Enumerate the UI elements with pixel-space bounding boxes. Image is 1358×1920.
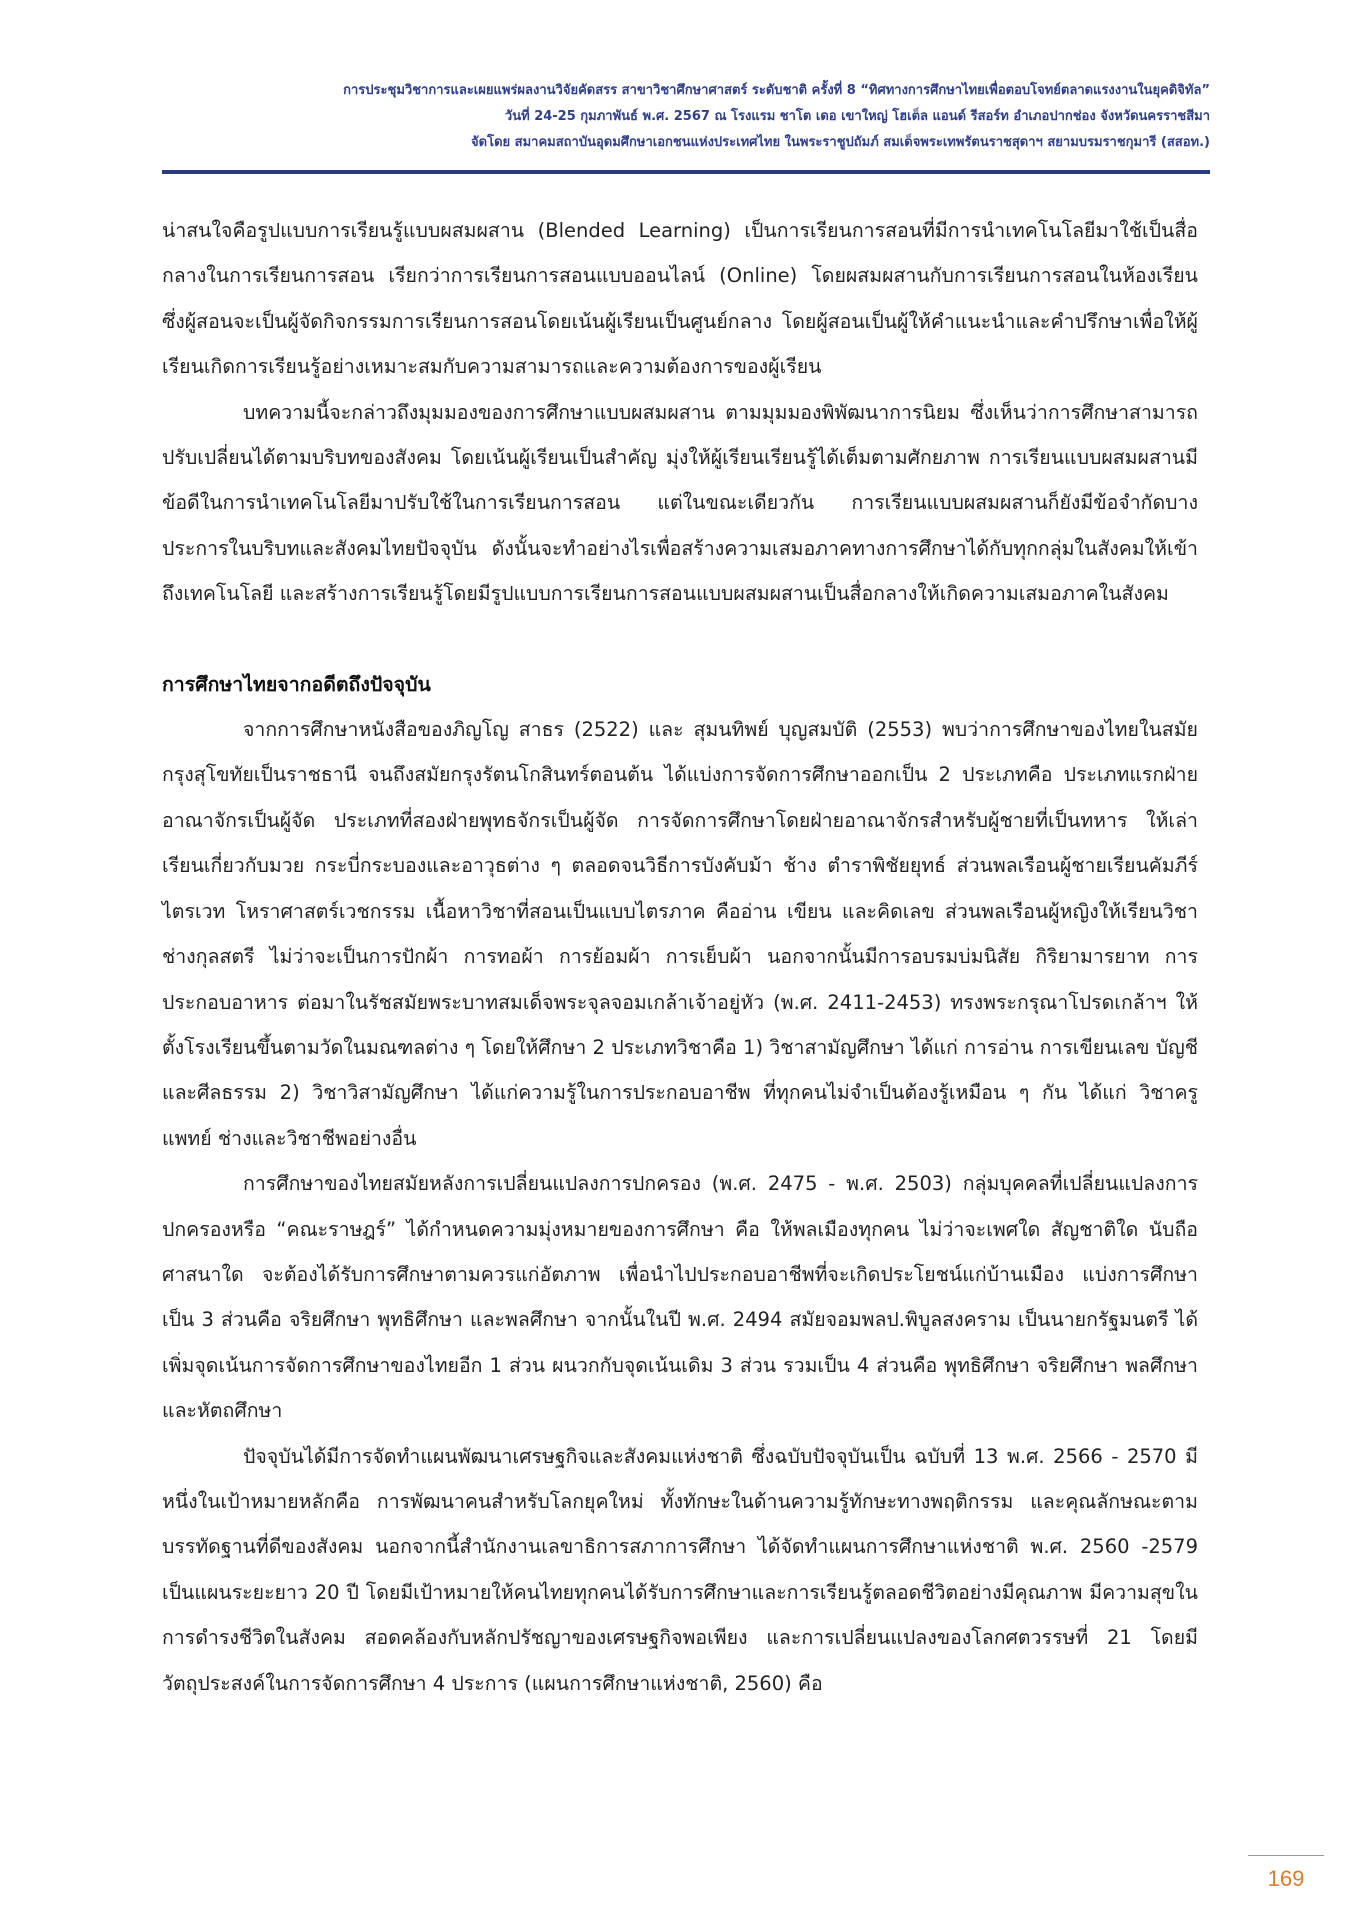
article-body — [162, 208, 1198, 1706]
body-paragraph: บทความนี้จะกล่าวถึงมุมมองของการศึกษาแบบผสมผสาน ตามมุมมองพิพัฒนาการนิยม ซึ่งเห็นว่าการศึกษาสามารถปรับเปลี่ยนได้ตามบริบทของสังคม โดยเน้นผู้เรียนเป็นสำคัญ มุ่งให้ผู้เรียนเรียนรู้ได้เต็มตามศักยภาพ การเรียนแบบผสมผสานมีข้อดีในการนำเทคโนโลยีมาปรับใช้ในการเรียนการสอน แต่ในขณะเดียวกัน การเรียนแบบผสมผสานก็ยังมีข้อจำกัดบางประการในบริบทและสังคมไทยปัจจุบัน ดังนั้นจะทำอย่างไรเพื่อสร้างความเสมอภาคทางการศึกษาได้กับทุกกลุ่มในสังคมให้เข้าถึงเทคโนโลยี และสร้างการเรียนรู้โดยมีรูปแบบการเรียนการสอนแบบผสมผสานเป็นสื่อกลางให้เกิดความเสมอภาคในสังคม — [162, 400, 1198, 606]
footer-divider — [1248, 1855, 1324, 1856]
conference-header — [130, 78, 1210, 156]
header-divider — [162, 170, 1210, 174]
header-line-organizer: จัดโดย สมาคมสถาบันอุดมศึกษาเอกชนแห่งประเทศไทย ในพระราชูปถัมภ์ สมเด็จพระเทพรัตนราชสุดาฯ สยามบรมราชกุมารี (สสอท.) — [471, 135, 1210, 150]
header-line-date-venue: วันที่ 24-25 กุมภาพันธ์ พ.ศ. 2567 ณ โรงแรม ชาโต เดอ เขาใหญ่ โฮเต็ล แอนด์ รีสอร์ท อำเภอปากช่อง จังหวัดนครราชสีมา — [504, 109, 1210, 124]
body-paragraph: จากการศึกษาหนังสือของภิญโญ สาธร (2522) และ สุมนทิพย์ บุญสมบัติ (2553) พบว่าการศึกษาของไทยในสมัยกรุงสุโขทัยเป็นราชธานี จนถึงสมัยกรุงรัตนโกสินทร์ตอนต้น ได้แบ่งการจัดการศึกษาออกเป็น 2 ประเภทคือ ประเภทแรกฝ่ายอาณาจักรเป็นผู้จัด ประเภทที่สองฝ่ายพุทธจักรเป็นผู้จัด การจัดการศึกษาโดยฝ่ายอาณาจักรสำหรับผู้ชายที่เป็นทหาร ให้เล่าเรียนเกี่ยวกับมวย กระบี่กระบองและอาวุธต่าง ๆ ตลอดจนวิธีการบังคับม้า ช้าง ตำราพิชัยยุทธ์ ส่วนพลเรือนผู้ชายเรียนคัมภีร์ไตรเวท โหราศาสตร์เวชกรรม เนื้อหาวิชาที่สอนเป็นแบบไตรภาค คืออ่าน เขียน และคิดเลข ส่วนพลเรือนผู้หญิงให้เรียนวิชาช่างกุลสตรี ไม่ว่าจะเป็นการปักผ้า การทอผ้า การย้อมผ้า การเย็บผ้า นอกจากนั้นมีการอบรมบ่มนิสัย กิริยามารยาท การประกอบอาหาร ต่อมาในรัชสมัยพระบาทสมเด็จพระจุลจอมเกล้าเจ้าอยู่หัว (พ.ศ. 2411-2453) ทรงพระกรุณาโปรดเกล้าฯ ให้ตั้งโรงเรียนขึ้นตามวัดในมณฑลต่าง ๆ โดยให้ศึกษา 2 ประเภทวิชาคือ 1) วิชาสามัญศึกษา ได้แก่ การอ่าน การเขียนเลข บัญชี และศีลธรรม 2) วิชาวิสามัญศึกษา ได้แก่ความรู้ในการประกอบอาชีพ ที่ทุกคนไม่จำเป็นต้องรู้เหมือน ๆ กัน ได้แก่ วิชาครู แพทย์ ช่างและวิชาชีพอย่างอื่น — [162, 718, 1198, 1150]
body-paragraph: การศึกษาของไทยสมัยหลังการเปลี่ยนแปลงการปกครอง (พ.ศ. 2475 - พ.ศ. 2503) กลุ่มบุคคลที่เปลี่ยนแปลงการปกครองหรือ “คณะราษฎร์” ได้กำหนดความมุ่งหมายของการศึกษา คือ ให้พลเมืองทุกคน ไม่ว่าจะเพศใด สัญชาติใด นับถือศาสนาใด จะต้องได้รับการศึกษาตามควรแก่อัตภาพ เพื่อนำไปประกอบอาชีพที่จะเกิดประโยชน์แก่บ้านเมือง แบ่งการศึกษา เป็น 3 ส่วนคือ จริยศึกษา พุทธิศึกษา และพลศึกษา จากนั้นในปี พ.ศ. 2494 สมัยจอมพลป.พิบูลสงคราม เป็นนายกรัฐมนตรี ได้เพิ่มจุดเน้นการจัดการศึกษาของไทยอีก 1 ส่วน ผนวกกับจุดเน้นเดิม 3 ส่วน รวมเป็น 4 ส่วนคือ พุทธิศึกษา จริยศึกษา พลศึกษา และหัตถศึกษา — [162, 1172, 1198, 1423]
section-heading: การศึกษาไทยจากอดีตถึงปัจจุบัน — [162, 672, 431, 696]
header-line-conference-title: การประชุมวิชาการและเผยแพร่ผลงานวิจัยคัดสรร สาขาวิชาศึกษาศาสตร์ ระดับชาติ ครั้งที่ 8 “ทิศทางการศึกษาไทยเพื่อตอบโจทย์ตลาดแรงงานในยุคดิจิทัล” — [343, 83, 1210, 98]
body-paragraph: น่าสนใจคือรูปแบบการเรียนรู้แบบผสมผสาน (Blended Learning) เป็นการเรียนการสอนที่มีการนำเทคโนโลยีมาใช้เป็นสื่อกลางในการเรียนการสอน เรียกว่าการเรียนการสอนแบบออนไลน์ (Online) โดยผสมผสานกับการเรียนการสอนในห้องเรียน ซึ่งผู้สอนจะเป็นผู้จัดกิจกรรมการเรียนการสอนโดยเน้นผู้เรียนเป็นศูนย์กลาง โดยผู้สอนเป็นผู้ให้คำแนะนำและคำปรึกษาเพื่อให้ผู้เรียนเกิดการเรียนรู้อย่างเหมาะสมกับความสามารถและความต้องการของผู้เรียน — [162, 219, 1198, 379]
page-number: 169 — [1267, 1866, 1305, 1891]
body-paragraph: ปัจจุบันได้มีการจัดทำแผนพัฒนาเศรษฐกิจและสังคมแห่งชาติ ซึ่งฉบับปัจจุบันเป็น ฉบับที่ 13 พ.ศ. 2566 - 2570 มีหนึ่งในเป้าหมายหลักคือ การพัฒนาคนสำหรับโลกยุคใหม่ ทั้งทักษะในด้านความรู้ทักษะทางพฤติกรรม และคุณลักษณะตามบรรทัดฐานที่ดีของสังคม นอกจากนี้สำนักงานเลขาธิการสภาการศึกษา ได้จัดทำแผนการศึกษาแห่งชาติ พ.ศ. 2560 -2579 เป็นแผนระยะยาว 20 ปี โดยมีเป้าหมายให้คนไทยทุกคนได้รับการศึกษาและการเรียนรู้ตลอดชีวิตอย่างมีคุณภาพ มีความสุขในการดำรงชีวิตในสังคม สอดคล้องกับหลักปรัชญาของเศรษฐกิจพอเพียง และการเปลี่ยนแปลงของโลกศตวรรษที่ 21 โดยมีวัตถุประสงค์ในการจัดการศึกษา 4 ประการ (แผนการศึกษาแห่งชาติ, 2560) คือ — [162, 1444, 1198, 1695]
